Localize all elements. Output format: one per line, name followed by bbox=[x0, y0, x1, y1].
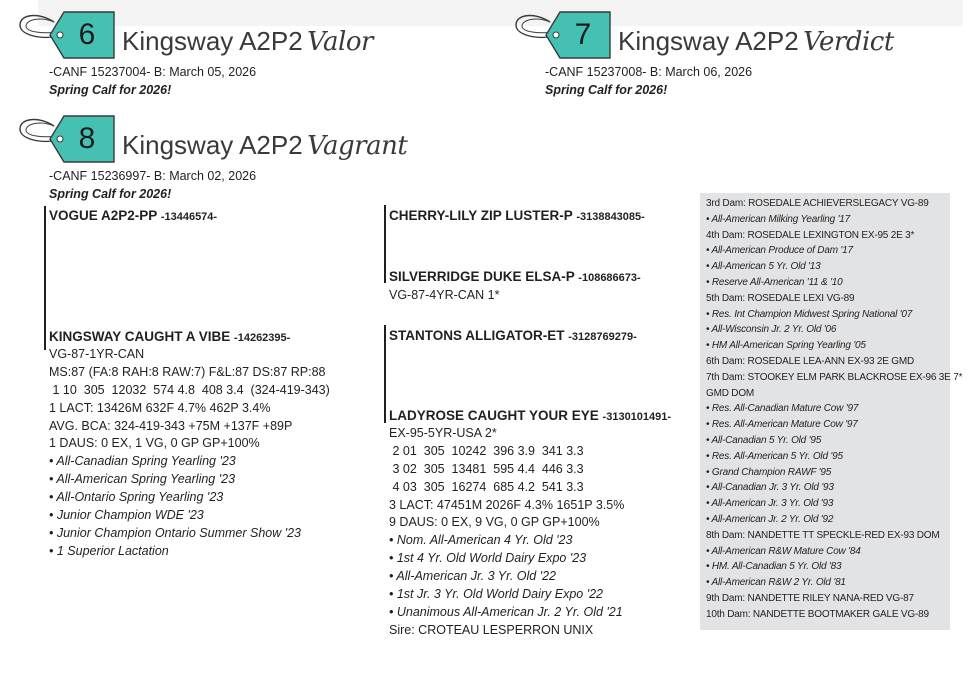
dam-dam-detail-line: 3 02 305 13481 595 4.4 446 3.3 bbox=[389, 461, 584, 476]
registration-line: -CANF 15237008- B: March 06, 2026 bbox=[545, 65, 753, 79]
name-main: Kingsway A2P2 bbox=[122, 26, 303, 56]
dam-name bbox=[49, 328, 290, 347]
dam-sire-reg: -3128769279- bbox=[568, 331, 637, 343]
dam-honor: • All-American Spring Yearling '23 bbox=[49, 472, 236, 487]
dam-lineage-box bbox=[700, 193, 963, 630]
lot-subtitle: Spring Calf for 2026! bbox=[545, 83, 668, 97]
animal-name bbox=[122, 24, 373, 63]
dam-box-line: 9th Dam: NANDETTE RILEY NANA-RED VG-87 bbox=[706, 592, 914, 604]
dam-box-line: 10th Dam: NANDETTE BOOTMAKER GALE VG-89 bbox=[706, 608, 929, 620]
dam-box-line: 4th Dam: ROSEDALE LEXINGTON EX-95 2E 3* bbox=[706, 229, 915, 241]
lot-7 bbox=[510, 8, 970, 100]
dam-dam-details bbox=[389, 425, 624, 640]
dam-box-line: • All-American R&W Mature Cow '84 bbox=[706, 545, 861, 557]
dam-dam-honor: • Nom. All-American 4 Yr. Old '23 bbox=[389, 533, 573, 548]
dam-reg: -14262395- bbox=[234, 332, 291, 344]
dam-box-line: • All-American Milking Yearling '17 bbox=[706, 213, 851, 225]
dam-dam-reg: -3130101491- bbox=[602, 411, 672, 423]
sire-dam-detail-line: VG-87-4YR-CAN 1* bbox=[389, 288, 500, 302]
dam-dam-sire-line: Sire: CROTEAU LESPERRON UNIX bbox=[389, 622, 594, 637]
pedigree-line-dam-sire bbox=[384, 325, 386, 423]
dam-box-line: • All-American R&W 2 Yr. Old '81 bbox=[706, 577, 846, 589]
dam-detail-line: 1 LACT: 13426M 632F 4.7% 462P 3.4% bbox=[49, 400, 271, 415]
lot-6 bbox=[14, 8, 494, 100]
dam-dam-honor: • 1st Jr. 3 Yr. Old World Dairy Expo '22 bbox=[389, 587, 604, 602]
dam-sire-title: STANTONS ALLIGATOR-ET bbox=[389, 328, 565, 343]
sire-sire-name bbox=[389, 207, 645, 226]
sire-dam-details bbox=[389, 287, 499, 305]
dam-detail-line: VG-87-1YR-CAN bbox=[49, 347, 145, 361]
lot-subtitle: Spring Calf for 2026! bbox=[49, 187, 172, 201]
dam-details bbox=[49, 346, 330, 561]
sire-title: VOGUE A2P2-PP bbox=[49, 208, 158, 223]
dam-box-line: • All-Wisconsin Jr. 2 Yr. Old '06 bbox=[706, 324, 837, 336]
dam-sire-name bbox=[389, 327, 637, 346]
sire-reg: -13446574- bbox=[160, 211, 218, 223]
dam-box-line: • Res. All-American Mature Cow '97 bbox=[706, 419, 858, 431]
dam-honor: • 1 Superior Lactation bbox=[49, 543, 169, 558]
dam-box-line: • All-American Produce of Dam '17 bbox=[706, 245, 853, 257]
dam-box-line: • All-Canadian 5 Yr. Old '95 bbox=[706, 434, 822, 446]
dam-dam-detail-line: 3 LACT: 47451M 2026F 4.3% 1651P 3.5% bbox=[389, 497, 625, 512]
dam-box-line: 5th Dam: ROSEDALE LEXI VG-89 bbox=[706, 292, 855, 304]
dam-box-line: • All-American Jr. 2 Yr. Old '92 bbox=[706, 513, 834, 525]
sire-dam-title: SILVERRIDGE DUKE ELSA-P bbox=[389, 269, 575, 284]
dam-box-line: • All-Canadian Jr. 3 Yr. Old '93 bbox=[706, 482, 834, 494]
dam-dam-detail-line: EX-95-5YR-USA 2* bbox=[389, 426, 497, 440]
dam-honor: • Junior Champion Ontario Summer Show '23 bbox=[49, 525, 302, 540]
lot-number: 6 bbox=[78, 18, 96, 51]
name-script: Vagrant bbox=[307, 131, 408, 161]
dam-box-line: 7th Dam: STOOKEY ELM PARK BLACKROSE EX-96 3E 7* bbox=[706, 371, 963, 383]
dam-box-line: 3rd Dam: ROSEDALE ACHIEVERSLEGACY VG-89 bbox=[706, 198, 929, 209]
dam-honor: • All-Canadian Spring Yearling '23 bbox=[49, 454, 236, 469]
dam-box-line: • Res. All-Canadian Mature Cow '97 bbox=[706, 403, 859, 415]
dam-dam-title: LADYROSE CAUGHT YOUR EYE bbox=[389, 408, 599, 423]
dam-dam-name bbox=[389, 407, 671, 426]
dam-detail-line: 1 DAUS: 0 EX, 1 VG, 0 GP GP+100% bbox=[49, 436, 260, 451]
dam-box-line: • Grand Champion RAWF '95 bbox=[706, 466, 832, 478]
dam-box-line: 6th Dam: ROSEDALE LEA-ANN EX-93 2E GMD bbox=[706, 355, 915, 367]
sire-sire-title: CHERRY-LILY ZIP LUSTER-P bbox=[389, 208, 573, 223]
dam-box-line: • Res. Int Champion Midwest Spring National '07 bbox=[706, 308, 913, 320]
pedigree-line-sire-sire bbox=[384, 205, 386, 283]
registration-line: -CANF 15236997- B: March 02, 2026 bbox=[49, 169, 257, 183]
dam-detail-line: AVG. BCA: 324-419-343 +75M +137F +89P bbox=[49, 418, 293, 433]
dam-honor: • All-Ontario Spring Yearling '23 bbox=[49, 490, 224, 505]
name-main: Kingsway A2P2 bbox=[122, 130, 303, 160]
dam-dam-detail-line: 2 01 305 10242 396 3.9 341 3.3 bbox=[389, 443, 584, 458]
sire-name bbox=[49, 207, 217, 226]
pedigree-line-sire bbox=[44, 206, 46, 350]
dam-dam-detail-line: 4 03 305 16274 685 4.2 541 3.3 bbox=[389, 479, 584, 494]
dam-box-line: • All-American 5 Yr. Old '13 bbox=[706, 261, 821, 273]
sire-dam-reg: -108686673- bbox=[578, 272, 641, 284]
dam-box-line: • HM. All-Canadian 5 Yr. Old '83 bbox=[706, 561, 842, 573]
dam-dam-detail-line: 9 DAUS: 0 EX, 9 VG, 0 GP GP+100% bbox=[389, 515, 600, 530]
lot-subtitle: Spring Calf for 2026! bbox=[49, 83, 172, 97]
dam-detail-line: 1 10 305 12032 574 4.8 408 3.4 (324-419-343) bbox=[49, 382, 330, 397]
dam-honor: • Junior Champion WDE '23 bbox=[49, 508, 204, 523]
dam-box-line: GMD DOM bbox=[706, 387, 755, 399]
sire-sire-reg: -3138843085- bbox=[576, 211, 645, 223]
dam-dam-honor: • Unanimous All-American Jr. 2 Yr. Old '21 bbox=[389, 604, 623, 619]
dam-box-line: • Res. All-American 5 Yr. Old '95 bbox=[706, 450, 843, 462]
registration-line: -CANF 15237004- B: March 05, 2026 bbox=[49, 65, 257, 79]
name-script: Verdict bbox=[803, 27, 894, 57]
dam-box-line: 8th Dam: NANDETTE TT SPECKLE-RED EX-93 DOM bbox=[706, 529, 940, 541]
dam-title: KINGSWAY CAUGHT A VIBE bbox=[49, 329, 231, 344]
name-main: Kingsway A2P2 bbox=[618, 26, 799, 56]
sire-dam-name bbox=[389, 268, 641, 287]
animal-name bbox=[618, 24, 894, 63]
dam-detail-line: MS:87 (FA:8 RAH:8 RAW:7) F&L:87 DS:87 RP:88 bbox=[49, 364, 326, 379]
dam-box-line: • Reserve All-American '11 & '10 bbox=[706, 276, 843, 288]
dam-box-line: • HM All-American Spring Yearling '05 bbox=[706, 340, 866, 352]
dam-dam-honor: • 1st 4 Yr. Old World Dairy Expo '23 bbox=[389, 551, 587, 566]
name-script: Valor bbox=[307, 27, 373, 57]
lot-number: 7 bbox=[574, 18, 592, 51]
lot-number: 8 bbox=[78, 122, 96, 155]
lot-8 bbox=[14, 112, 494, 204]
dam-dam-honor: • All-American Jr. 3 Yr. Old '22 bbox=[389, 569, 556, 584]
dam-box-line: • All-American Jr. 3 Yr. Old '93 bbox=[706, 498, 834, 510]
animal-name bbox=[122, 128, 407, 167]
